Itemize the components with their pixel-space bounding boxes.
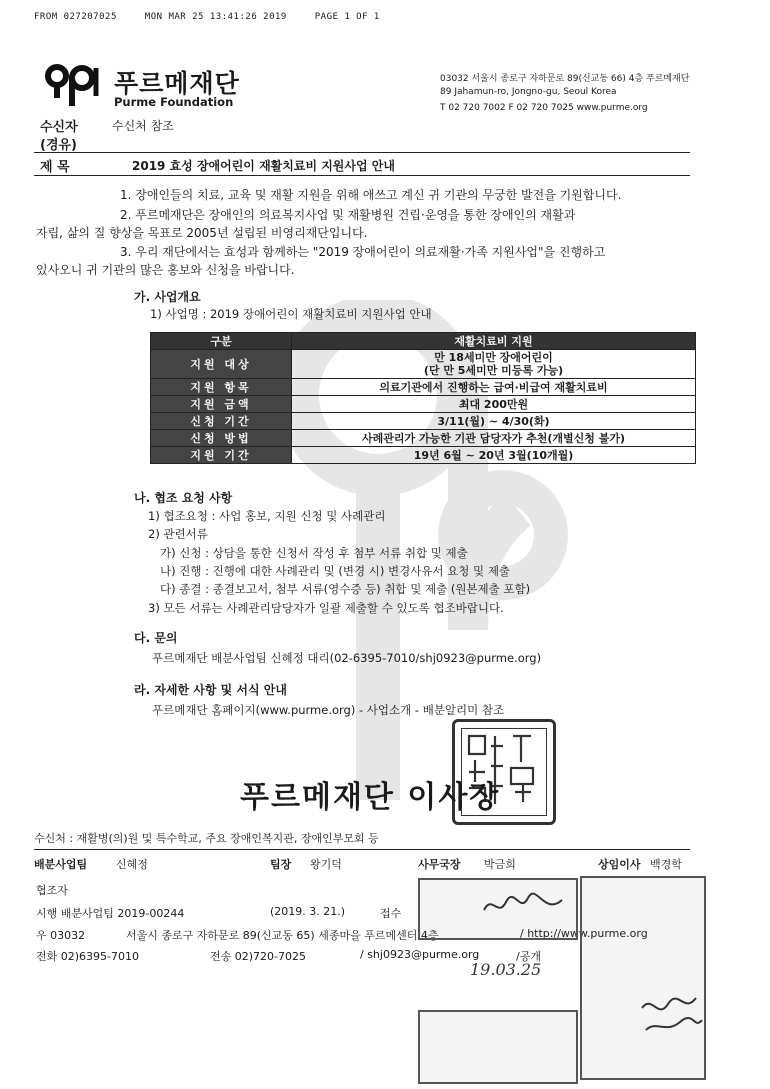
table-row [151,396,696,413]
table-header-row [151,333,696,350]
team-name: 왕기덕 [310,858,342,871]
purme-logo-icon [44,62,108,110]
postal-code: 우 03032 [36,929,86,942]
footer-email: / shj0923@purme.org [360,948,480,961]
handwritten-stamp-date: 19.03.25 [470,960,542,979]
org-contact: T 02 720 7002 F 02 720 7025 www.purme.org [440,103,648,113]
section-na-item3: 3) 모든 서류는 사례관리담당자가 일괄 제출할 수 있도록 협조바랍니다. [148,601,504,615]
table-row [151,447,696,464]
footer-phone: 전화 02)6395-7010 [36,950,139,963]
section-na-item2: 2) 관련서류 [148,527,208,541]
contact-line: 푸르메재단 배분사업팀 신혜정 대리(02-6395-7010/shj0923@purme.org) [152,651,542,665]
section-na-title: 나. 협조 요청 사항 [134,491,233,505]
footer-address: 서울시 종로구 자하문로 89(신교동 65) 세종마을 푸르메센터 4층 [126,929,439,942]
fax-page: PAGE 1 OF 1 [314,12,380,22]
footer-recipients: 수신처 : 재활병(의)원 및 특수학교, 주요 장애인복지관, 장애인부모회 등 [34,832,379,845]
subject-value: 2019 효성 장애어린이 재활치료비 지원사업 안내 [132,159,395,173]
section-ga-item1: 1) 사업명 : 2019 장애어린이 재활치료비 지원사업 안내 [150,307,432,321]
subject-rule [34,175,690,176]
row-key: 지원 기간 [151,447,292,464]
approval-stamp [580,876,706,1080]
section-na-item1: 1) 협조요청 : 사업 홍보, 지원 신청 및 사례관리 [148,509,386,523]
lower-stamp [418,1010,578,1084]
director-label: 상임이사 [598,858,641,871]
org-name-kr: 푸르메재단 [114,69,240,98]
footer-homepage: / http://www.purme.org [520,927,648,940]
team-label: 팀장 [270,858,292,871]
row-key: 신청 기간 [151,413,292,430]
org-name-en: Purme Foundation [114,95,234,109]
row-value: 3/11(월) ~ 4/30(화) [292,413,696,430]
sender-name: 푸르메재단 이사장 [240,780,501,815]
recipient-label: 수신자 [40,120,78,135]
header-rule [34,152,690,153]
handwritten-signature-icon [480,888,570,924]
paragraph-2a: 2. 푸르메재단은 장애인의 의료복지사업 및 재활병원 건립·운영을 통한 장애인의 재활과 [120,208,576,222]
handwritten-signature-icon [636,990,706,1040]
subject-label: 제 목 [40,160,70,175]
table-header-cell: 구분 [151,333,292,350]
fax-from: FROM 027207025 [34,12,117,22]
section-ra-title: 라. 자세한 사항 및 서식 안내 [134,683,287,697]
doc-date: (2019. 3. 21.) [270,905,346,918]
homepage-line: 푸르메재단 홈페이지(www.purme.org) - 사업소개 - 배분알리미 참조 [152,703,505,717]
office-name: 박금희 [484,858,516,871]
cooperator-label: 협조자 [36,884,68,897]
row-value [292,350,696,379]
section-ga-title: 가. 사업개요 [134,290,201,304]
footer-fax: 전송 02)720-7025 [210,950,306,963]
table-row [151,379,696,396]
fax-date: MON MAR 25 13:41:26 2019 [144,12,287,22]
footer-public: /공개 [516,950,541,963]
drafter-label: 배분사업팀 [34,858,88,871]
row-value: 19년 6월 ~ 20년 3월(10개월) [292,447,696,464]
paragraph-3a: 3. 우리 재단에서는 효성과 함께하는 "2019 장애어린이 의료재활·가족 지원사업"을 진행하고 [120,245,606,259]
fax-header [34,12,402,22]
footer-rule [34,849,690,850]
row-value: 최대 200만원 [292,396,696,413]
row-value-main: 만 18세미만 장애어린이 [434,351,553,364]
support-table [150,332,696,464]
paragraph-1: 1. 장애인들의 치료, 교육 및 재활 지원을 위해 애쓰고 계신 귀 기관의 무궁한 발전을 기원합니다. [120,188,622,202]
doc-number: 시행 배분사업팀 2019-00244 [36,907,185,920]
row-value: 사례관리가 가능한 기관 담당자가 추천(개별신청 불가) [292,430,696,447]
paragraph-3b: 있사오니 귀 기관의 많은 홍보와 신청을 바랍니다. [36,263,295,277]
table-row [151,413,696,430]
org-address-kr: 03032 서울시 종로구 자하문로 89(신교동 66) 4층 푸르메재단 [440,74,690,84]
section-na-item2a: 가) 신청 : 상담을 통한 신청서 작성 후 첨부 서류 취합 및 제출 [160,546,468,560]
row-key: 지원 대상 [151,350,292,379]
section-na-item2b: 나) 진행 : 진행에 대한 사례관리 및 (변경 시) 변경사유서 요청 및 제출 [160,564,511,578]
org-address-en: 89 Jahamun-ro, Jongno-gu, Seoul Korea [440,87,617,97]
drafter-name: 신혜정 [116,858,148,871]
table-row [151,350,696,379]
paragraph-2b: 자립, 삶의 질 향상을 목표로 2005년 설립된 비영리재단입니다. [36,226,368,240]
row-value-sub: (단 만 5세미만 미등록 가능) [423,364,564,377]
row-key: 신청 방법 [151,430,292,447]
table-row [151,430,696,447]
section-da-title: 다. 문의 [134,631,178,645]
via-label: (경유) [40,138,77,153]
receipt-label: 접수 [380,907,402,920]
office-label: 사무국장 [418,858,461,871]
row-value: 의료기관에서 진행하는 급여·비급여 재활치료비 [292,379,696,396]
recipient-value: 수신처 참조 [112,119,174,133]
section-na-item2c: 다) 종결 : 종결보고서, 첨부 서류(영수증 등) 취합 및 제출 (원본제출 포함) [160,582,531,596]
row-key: 지원 항목 [151,379,292,396]
table-header-cell: 재활치료비 지원 [292,333,696,350]
director-name: 백경학 [650,858,682,871]
row-key: 지원 금액 [151,396,292,413]
